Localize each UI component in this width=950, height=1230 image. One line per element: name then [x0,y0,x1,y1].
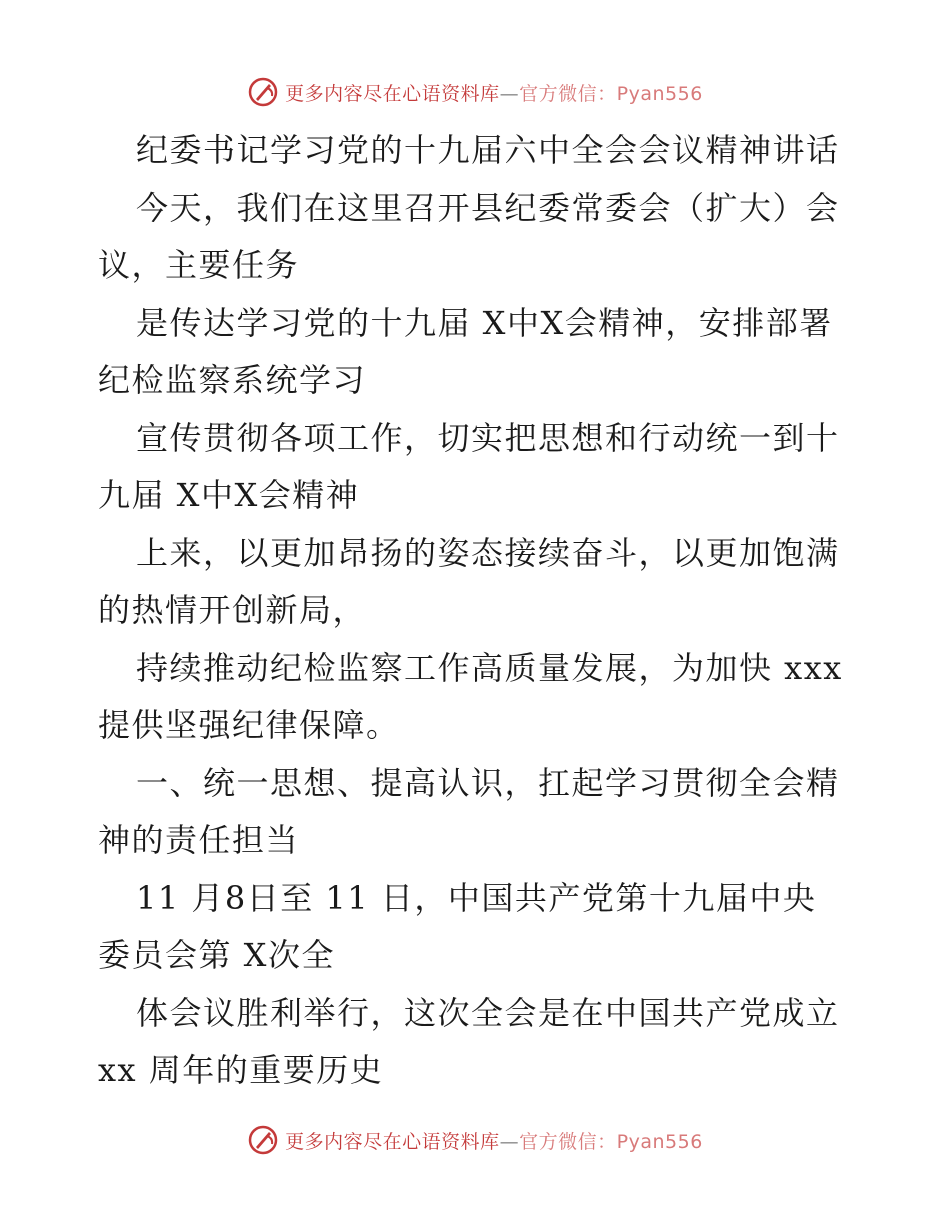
doc-line: 持续推动纪检监察工作高质量发展，为加快 xxx [136,648,843,687]
doc-line: 今天，我们在这里召开县纪委常委会（扩大）会 [136,188,840,227]
header-banner-main: 更多内容尽在心语资料库 [285,82,500,105]
quill-circle-logo-icon [247,76,279,108]
section-heading: 一、统一思想、提高认识，扛起学习贯彻全会精 [136,763,840,802]
footer-banner-main: 更多内容尽在心语资料库 [285,1130,500,1153]
doc-line: 委员会第 X次全 [98,936,335,974]
footer-banner-dash: — [499,1130,520,1153]
header-banner [0,72,950,112]
header-banner-dash: — [499,82,520,105]
doc-line: xx 周年的重要历史 [98,1051,384,1089]
header-banner-wechat: 官方微信：Pyan556 [519,82,703,105]
doc-title: 纪委书记学习党的十九届六中全会会议精神讲话 [136,131,840,169]
doc-line: 议，主要任务 [98,246,300,284]
quill-circle-logo-icon [247,1124,279,1156]
doc-line: 体会议胜利举行，这次全会是在中国共产党成立 [136,993,840,1032]
footer-banner-wechat: 官方微信：Pyan556 [519,1130,703,1153]
doc-line: 宣传贯彻各项工作，切实把思想和行动统一到十 [136,418,840,457]
doc-line: 纪检监察系统学习 [98,361,367,399]
footer-banner-text [285,1127,703,1154]
doc-line: 的热情开创新局， [98,591,367,629]
doc-line: 提供坚强纪律保障。 [98,706,400,744]
doc-line: 上来，以更加昂扬的姿态接续奋斗，以更加饱满 [136,533,840,572]
header-banner-text [285,79,703,106]
document-body [98,122,858,1100]
doc-line: 九届 X中X会精神 [98,476,360,514]
doc-line: 11 月8日至 11 日，中国共产党第十九届中央 [136,878,817,917]
doc-line: 是传达学习党的十九届 X中X会精神，安排部署 [136,303,833,342]
section-heading-cont: 神的责任担当 [98,821,300,859]
footer-banner [0,1120,950,1160]
